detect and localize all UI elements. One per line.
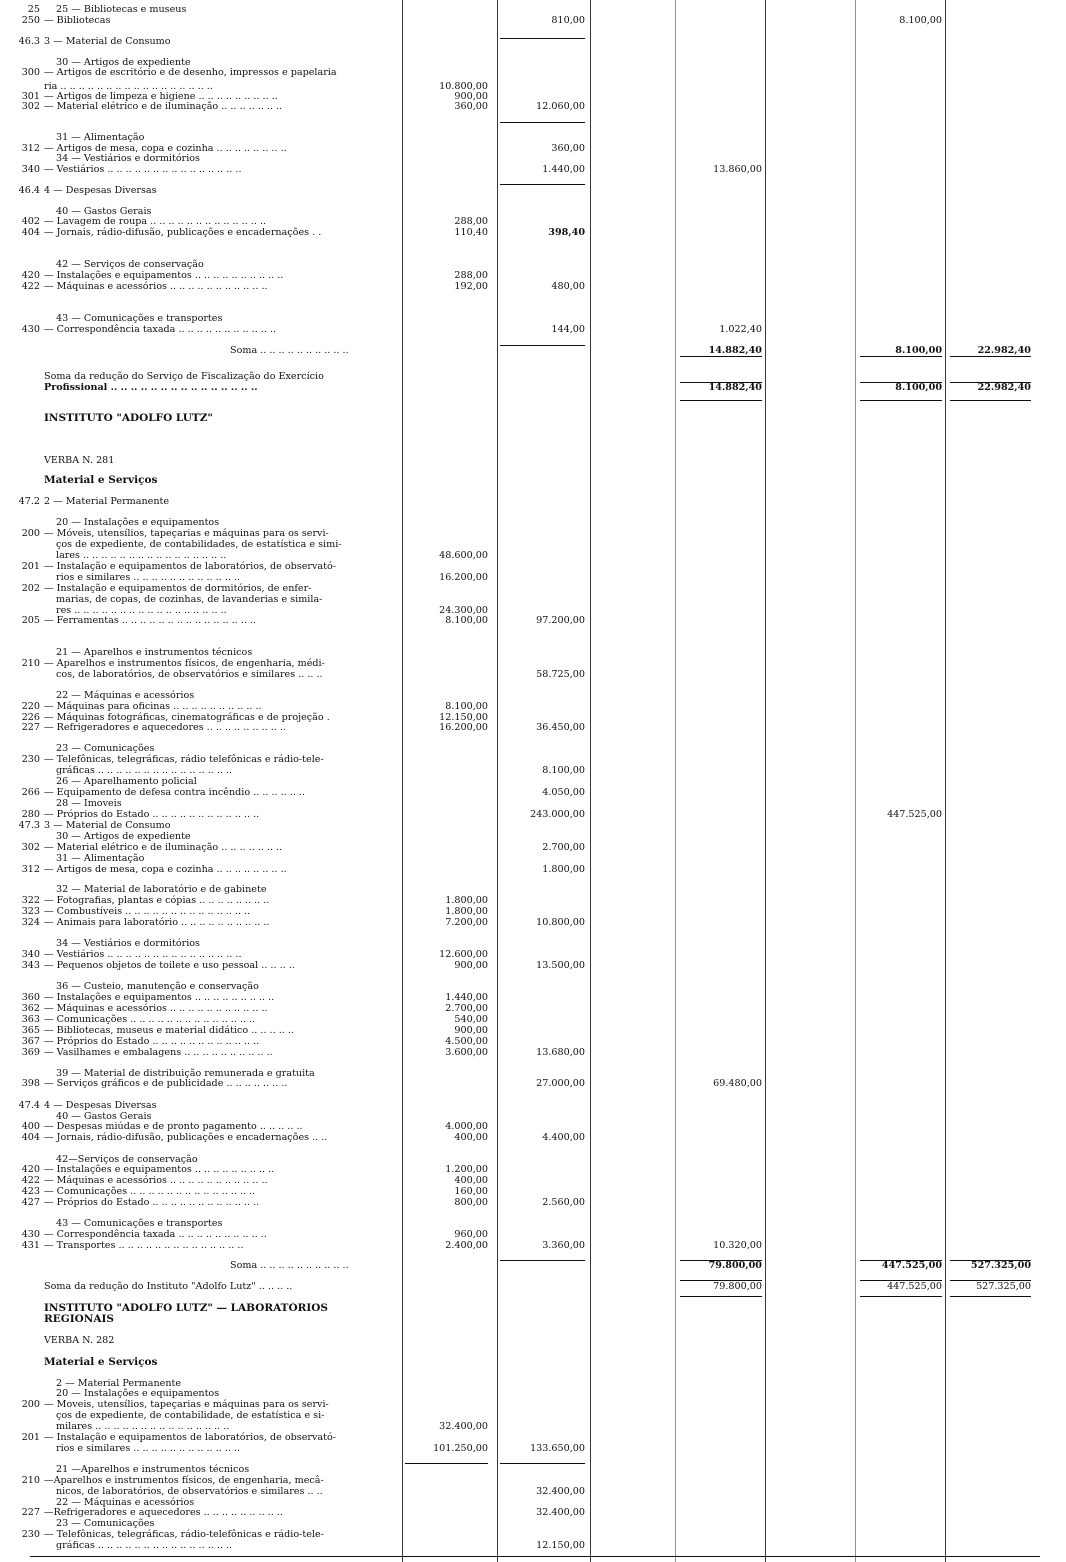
amount-v2: 13.680,00 [536,1047,585,1058]
item-description: 42—Serviços de conservação [56,1154,198,1165]
item-description: — Próprios do Estado .. .. .. .. .. .. .. .. .. .. .. .. [44,1197,260,1208]
total-rule [680,1280,762,1281]
total-rule [860,1280,942,1281]
item-description: 43 — Comunicações e transportes [56,1218,223,1229]
item-code: 46.4 [18,185,40,196]
item-description: rios e similares .. .. .. .. .. .. .. .. .. .. .. .. [56,1443,241,1454]
item-code: 312 [21,864,40,875]
budget-line-row [0,1281,1040,1293]
item-code: 404 [21,1132,40,1143]
item-description: Profissional .. .. .. .. .. .. .. .. .. .. .. .. .. .. .. [44,382,258,393]
item-code: 423 [21,1186,40,1197]
item-description: — Máquinas fotográficas, cinematográficas e de projeção . [44,712,330,723]
item-description: — Artigos de escritório e de desenho, impressos e papelaria [44,67,337,78]
total-rule [860,356,942,357]
amount-v3: 1.022,40 [719,324,762,335]
budget-line-row [0,722,1040,734]
amount-v1: 16.200,00 [439,722,488,733]
item-description: 20 — Instalações e equipamentos [56,1388,220,1399]
total-rule [500,1260,585,1261]
budget-line-row [0,1240,1040,1252]
item-code: 250 [21,15,40,26]
amount-v3: 10.320,00 [713,1240,762,1251]
item-description: res .. .. .. .. .. .. .. .. .. .. .. .. .. .. .. .. .. [56,605,227,616]
amount-v1: 1.800,00 [445,895,488,906]
item-description: INSTITUTO "ADOLFO LUTZ" — LABORATÓRIOS [44,1302,329,1314]
item-description: — Instalações e equipamentos .. .. .. .. .. .. .. .. .. [44,992,275,1003]
item-description: 4 — Despesas Diversas [44,185,157,196]
item-description: Material e Serviços [44,474,158,486]
item-description: — Máquinas e acessórios .. .. .. .. .. .. .. .. .. .. .. [44,281,268,292]
item-code: 430 [21,324,40,335]
item-description: 21 —Aparelhos e instrumentos técnicos [56,1464,250,1475]
item-description: Soma da redução do Serviço de Fiscalização do Exercício [44,371,324,382]
amount-v1: 3.600,00 [445,1047,488,1058]
item-code: 312 [21,143,40,154]
item-description: gráficas .. .. .. .. .. .. .. .. .. .. .. .. .. .. .. [56,1540,233,1551]
item-description: ços de expediente, de contabilidades, de estatística e simi- [56,539,342,550]
item-code: 427 [21,1197,40,1208]
item-description: 42 — Serviços de conservação [56,259,204,270]
amount-v2: 58.725,00 [536,669,585,680]
item-code: 201 [21,1432,40,1443]
item-description: VERBA N. 282 [44,1335,115,1346]
item-code: 210 [21,1475,40,1486]
item-description: 22 — Máquinas e acessórios [56,1497,195,1508]
item-description: 30 — Artigos de expediente [56,831,191,842]
item-code: 46.3 [18,36,40,47]
budget-line-row [0,1335,1040,1347]
amount-v1: 2.400,00 [445,1240,488,1251]
item-description: 36 — Custeio, manutenção e conservação [56,981,259,992]
budget-line-row [0,185,1040,197]
item-code: 47.4 [18,1100,40,1111]
item-description: — Instalações e equipamentos .. .. .. .. .. .. .. .. .. .. [44,270,284,281]
item-code: 362 [21,1003,40,1014]
budget-line-row [0,281,1040,293]
item-description: — Refrigeradores e aquecedores .. .. .. .. .. .. .. .. .. [44,722,286,733]
item-description: REGIONAIS [44,1313,114,1325]
amount-v1: 288,00 [454,270,488,281]
amount-v2: 12.150,00 [536,1540,585,1551]
item-description: — Comunicações .. .. .. .. .. .. .. .. .. .. .. .. .. .. [44,1186,256,1197]
item-description: — Aparelhos e instrumentos físicos, de engenharia, médi- [44,658,325,669]
item-description: VERBA N. 281 [44,455,115,466]
item-code: 422 [21,1175,40,1186]
item-description: — Máquinas e acessórios .. .. .. .. .. .. .. .. .. .. .. [44,1003,268,1014]
item-description: 26 — Aparelhamento policial [56,776,197,787]
budget-line-row [0,1540,1040,1552]
total-rule [680,382,762,383]
amount-v1: 16.200,00 [439,572,488,583]
amount-v1: 900,00 [454,960,488,971]
item-code: 47.2 [18,496,40,507]
item-code: 227 [21,1507,40,1518]
item-code: 266 [21,787,40,798]
budget-line-row [0,917,1040,929]
item-code: 300 [21,67,40,78]
amount-v1: 192,00 [454,281,488,292]
amount-v1: 8.100,00 [445,615,488,626]
budget-line-row [0,15,1040,27]
item-code: 220 [21,701,40,712]
amount-v5: 22.982,40 [977,345,1031,356]
item-description: — Jornais, rádio-difusão, publicações e encadernações . . [44,227,322,238]
item-description: — Artigos de limpeza e higiene .. .. .. .. .. .. .. .. .. [44,91,278,102]
item-description: marias, de copas, de cozinhas, de lavanderias e simila- [56,594,323,605]
item-description: 4 — Despesas Diversas [44,1100,157,1111]
item-description: 34 — Vestiários e dormitórios [56,938,200,949]
amount-v1: 24.300,00 [439,605,488,616]
item-description: —Refrigeradores e aquecedores .. .. .. .. .. .. .. .. .. [44,1507,283,1518]
budget-line-row [0,382,1040,394]
budget-line-row [0,960,1040,972]
amount-v2: 27.000,00 [536,1078,585,1089]
item-description: 28 — Imoveis [56,798,122,809]
item-description: — Telefônicas, telegráficas, rádio-telefônicas e rádio-tele- [44,1529,324,1540]
item-description: — Instalações e equipamentos .. .. .. .. .. .. .. .. .. [44,1164,275,1175]
item-description: — Máquinas para oficinas .. .. .. .. .. .. .. .. .. .. [44,701,262,712]
item-description: — Jornais, rádio-difusão, publicações e encadernações .. .. [44,1132,328,1143]
item-description: 32 — Material de laboratório e de gabinete [56,884,267,895]
amount-v3: 79.800,00 [708,1260,762,1271]
budget-line-row [0,615,1040,627]
item-code: 340 [21,164,40,175]
amount-v1: 12.150,00 [439,712,488,723]
item-code: 47.3 [18,820,40,831]
item-code: 230 [21,1529,40,1540]
amount-v2: 4.400,00 [542,1132,585,1143]
item-description: 22 — Máquinas e acessórios [56,690,195,701]
amount-v2: 4.050,00 [542,787,585,798]
item-description: 40 — Gastos Gerais [56,206,152,217]
amount-v5: 527.325,00 [970,1260,1031,1271]
section-heading-row [0,474,1040,486]
item-description: — Instalação e equipamentos de laboratórios, de observató- [44,1432,336,1443]
item-description: — Fotografias, plantas e cópias .. .. .. .. .. .. .. .. [44,895,270,906]
item-code: 400 [21,1121,40,1132]
amount-v3: 79.800,00 [713,1281,762,1292]
total-rule [680,1260,762,1261]
item-code: 25 [27,4,40,15]
item-description: —Aparelhos e instrumentos físicos, de engenharia, mecâ- [44,1475,324,1486]
amount-v1: 288,00 [454,216,488,227]
item-description: — Próprios do Estado .. .. .. .. .. .. .. .. .. .. .. .. [44,1036,260,1047]
total-rule [860,1296,942,1297]
budget-line-row [0,1078,1040,1090]
item-description: — Móveis, utensílios, tapeçarias e máquinas para os servi- [44,528,329,539]
amount-v4: 447.525,00 [887,809,942,820]
item-description: ria .. .. .. .. .. .. .. .. .. .. .. .. .. .. .. .. .. [44,81,213,92]
item-description: — Telefônicas, telegráficas, rádio telefônicas e rádio-tele- [44,754,324,765]
amount-v2: 480,00 [551,281,585,292]
item-description: — Animais para laboratório .. .. .. .. .. .. .. .. .. .. [44,917,270,928]
item-code: 323 [21,906,40,917]
item-code: 227 [21,722,40,733]
item-code: 301 [21,91,40,102]
amount-v5: 22.982,40 [977,382,1031,393]
amount-v2: 360,00 [551,143,585,154]
item-description: — Vestiários .. .. .. .. .. .. .. .. .. .. .. .. .. .. .. [44,164,242,175]
total-rule [500,1463,585,1464]
total-rule [30,1556,1040,1557]
item-description: 31 — Alimentação [56,132,145,143]
total-rule [950,356,1031,357]
item-description: — Artigos de mesa, copa e cozinha .. .. .. .. .. .. .. .. [44,864,287,875]
total-rule [950,1280,1031,1281]
budget-line-row [0,67,1040,79]
item-description: 25 — Bibliotecas e museus [56,4,187,15]
item-description: lares .. .. .. .. .. .. .. .. .. .. .. .. .. .. .. .. [56,550,227,561]
item-description: 21 — Aparelhos e instrumentos técnicos [56,647,253,658]
item-description: — Comunicações .. .. .. .. .. .. .. .. .. .. .. .. .. .. [44,1014,256,1025]
item-code: 200 [21,528,40,539]
total-rule [500,38,585,39]
budget-line-row [0,324,1040,336]
item-description: milares .. .. .. .. .. .. .. .. .. .. .. .. .. .. .. [56,1421,230,1432]
budget-line-row [0,1132,1040,1144]
item-code: 280 [21,809,40,820]
item-code: 226 [21,712,40,723]
amount-v1: 110,40 [454,227,488,238]
item-description: 23 — Comunicações [56,743,155,754]
total-rule [500,184,585,185]
budget-line-row [0,669,1040,681]
item-description: 40 — Gastos Gerais [56,1111,152,1122]
amount-v3: 14.882,40 [708,382,762,393]
budget-line-row [0,496,1040,508]
item-description: — Vestiários .. .. .. .. .. .. .. .. .. .. .. .. .. .. .. [44,949,242,960]
item-code: 230 [21,754,40,765]
item-code: 360 [21,992,40,1003]
item-description: Soma .. .. .. .. .. .. .. .. .. .. [230,345,349,356]
amount-v1: 960,00 [454,1229,488,1240]
item-code: 302 [21,101,40,112]
total-rule [950,382,1031,383]
item-code: 431 [21,1240,40,1251]
item-code: 430 [21,1229,40,1240]
item-description: — Material elétrico e de iluminação .. .. .. .. .. .. .. [44,101,283,112]
budget-line-row [0,1443,1040,1455]
item-description: — Pequenos objetos de toilete e uso pessoal .. .. .. .. [44,960,295,971]
item-description: — Artigos de mesa, copa e cozinha .. .. .. .. .. .. .. .. [44,143,287,154]
amount-v2: 8.100,00 [542,765,585,776]
item-description: — Instalação e equipamentos de laboratórios, de observató- [44,561,336,572]
item-description: — Lavagem de roupa .. .. .. .. .. .. .. .. .. .. .. .. .. [44,216,267,227]
amount-v4: 8.100,00 [895,382,942,393]
item-code: 398 [21,1078,40,1089]
amount-v1: 160,00 [454,1186,488,1197]
item-description: 3 — Material de Consumo [44,36,171,47]
item-code: 340 [21,949,40,960]
item-code: 365 [21,1025,40,1036]
budget-line-row [0,101,1040,113]
item-description: — Correspondência taxada .. .. .. .. .. .. .. .. .. .. .. [44,324,277,335]
item-description: — Moveis, utensílios, tapeçarias e máquinas para os servi- [44,1399,329,1410]
budget-line-row [0,164,1040,176]
item-code: 302 [21,842,40,853]
item-description: — Bibliotecas, museus e material didático .. .. .. .. .. [44,1025,294,1036]
total-rule [950,400,1031,401]
section-heading-row [0,1356,1040,1368]
budget-line-row [0,1260,1040,1272]
amount-v2: 1.800,00 [542,864,585,875]
total-rule [680,356,762,357]
item-description: Soma .. .. .. .. .. .. .. .. .. .. [230,1260,349,1271]
amount-v4: 8.100,00 [899,15,942,26]
amount-v2: 3.360,00 [542,1240,585,1251]
amount-v1: 1.800,00 [445,906,488,917]
item-description: — Ferramentas .. .. .. .. .. .. .. .. .. .. .. .. .. .. .. [44,615,257,626]
item-description: 23 — Comunicações [56,1518,155,1529]
amount-v2: 36.450,00 [536,722,585,733]
item-code: 363 [21,1014,40,1025]
item-description: — Material elétrico e de iluminação .. .. .. .. .. .. .. [44,842,283,853]
section-heading-row [0,1313,1040,1325]
amount-v1: 2.700,00 [445,1003,488,1014]
item-description: — Equipamento de defesa contra incêndio .. .. .. .. .. .. [44,787,306,798]
item-code: 343 [21,960,40,971]
total-rule [950,1296,1031,1297]
item-description: — Bibliotecas [44,15,111,26]
item-code: 422 [21,281,40,292]
amount-v5: 527.325,00 [976,1281,1031,1292]
total-rule [950,1260,1031,1261]
amount-v2: 243.000,00 [530,809,585,820]
amount-v4: 447.525,00 [887,1281,942,1292]
item-description: nicos, de laboratórios, de observatórios e similares .. .. [56,1486,323,1497]
amount-v1: 8.100,00 [445,701,488,712]
amount-v2: 10.800,00 [536,917,585,928]
item-description: — Instalação e equipamentos de dormitórios, de enfer- [44,583,312,594]
total-rule [405,1463,488,1464]
item-description: 31 — Alimentação [56,853,145,864]
amount-v2: 97.200,00 [536,615,585,626]
amount-v2: 144,00 [551,324,585,335]
amount-v3: 14.882,40 [708,345,762,356]
amount-v1: 400,00 [454,1175,488,1186]
item-code: 402 [21,216,40,227]
item-description: 2 — Material Permanente [56,1378,182,1389]
item-code: 202 [21,583,40,594]
amount-v1: 1.440,00 [445,992,488,1003]
item-code: 324 [21,917,40,928]
item-description: cos, de laboratórios, de observatórios e similares .. .. .. [56,669,323,680]
amount-v1: 48.600,00 [439,550,488,561]
item-code: 322 [21,895,40,906]
total-rule [680,400,762,401]
amount-v1: 4.000,00 [445,1121,488,1132]
item-description: gráficas .. .. .. .. .. .. .. .. .. .. .. .. .. .. .. [56,765,233,776]
amount-v1: 7.200,00 [445,917,488,928]
item-description: 20 — Instalações e equipamentos [56,517,220,528]
amount-v1: 900,00 [454,1025,488,1036]
amount-v1: 10.800,00 [439,81,488,92]
item-code: 420 [21,1164,40,1175]
item-code: 205 [21,615,40,626]
total-rule [680,1296,762,1297]
amount-v1: 101.250,00 [433,1443,488,1454]
item-description: Material e Serviços [44,1356,158,1368]
amount-v4: 447.525,00 [881,1260,942,1271]
item-description: 34 — Vestiários e dormitórios [56,153,200,164]
item-description: — Máquinas e acessórios .. .. .. .. .. .. .. .. .. .. .. [44,1175,268,1186]
item-code: 367 [21,1036,40,1047]
item-code: 201 [21,561,40,572]
amount-v1: 400,00 [454,1132,488,1143]
amount-v2: 32.400,00 [536,1507,585,1518]
item-code: 210 [21,658,40,669]
item-description: — Vasilhames e embalagens .. .. .. .. .. .. .. .. .. .. [44,1047,273,1058]
amount-v1: 32.400,00 [439,1421,488,1432]
amount-v3: 69.480,00 [713,1078,762,1089]
total-rule [500,345,585,346]
budget-line-row [0,864,1040,876]
item-description: — Despesas miúdas e de pronto pagamento .. .. .. .. .. [44,1121,303,1132]
item-description: Soma da redução do Instituto "Adolfo Lutz" .. .. .. .. [44,1281,293,1292]
item-code: 200 [21,1399,40,1410]
item-description: INSTITUTO "ADOLFO LUTZ" [44,412,213,424]
item-description: — Correspondência taxada .. .. .. .. .. .. .. .. .. .. [44,1229,267,1240]
amount-v3: 13.860,00 [713,164,762,175]
amount-v2: 2.560,00 [542,1197,585,1208]
item-description: — Transportes .. .. .. .. .. .. .. .. .. .. .. .. .. .. [44,1240,244,1251]
amount-v2: 810,00 [551,15,585,26]
amount-v4: 8.100,00 [895,345,942,356]
amount-v2: 32.400,00 [536,1486,585,1497]
item-code: 420 [21,270,40,281]
item-description: — Serviços gráficos e de publicidade .. .. .. .. .. .. .. [44,1078,288,1089]
amount-v2: 12.060,00 [536,101,585,112]
total-rule [500,122,585,123]
amount-v1: 540,00 [454,1014,488,1025]
amount-v2: 13.500,00 [536,960,585,971]
item-code: 404 [21,227,40,238]
amount-v2: 133.650,00 [530,1443,585,1454]
amount-v1: 900,00 [454,91,488,102]
amount-v1: 360,00 [454,101,488,112]
budget-line-row [0,1047,1040,1059]
item-code: 369 [21,1047,40,1058]
item-description: 2 — Material Permanente [44,496,170,507]
item-description: ços de expediente, de contabilidade, de estatística e si- [56,1410,325,1421]
amount-v1: 800,00 [454,1197,488,1208]
item-description: 3 — Material de Consumo [44,820,171,831]
total-rule [860,400,942,401]
amount-v2: 1.440,00 [542,164,585,175]
item-description: 30 — Artigos de expediente [56,57,191,68]
budget-line-row [0,455,1040,467]
item-description: 43 — Comunicações e transportes [56,313,223,324]
item-description: 39 — Material de distribuição remunerada e gratuita [56,1068,315,1079]
budget-line-row [0,1197,1040,1209]
budget-line-row [0,227,1040,239]
total-rule [860,382,942,383]
item-description: — Próprios do Estado .. .. .. .. .. .. .. .. .. .. .. .. [44,809,260,820]
total-rule [860,1260,942,1261]
item-description: rios e similares .. .. .. .. .. .. .. .. .. .. .. .. [56,572,241,583]
section-heading-row [0,412,1040,424]
amount-v1: 1.200,00 [445,1164,488,1175]
amount-v1: 4.500,00 [445,1036,488,1047]
item-description: — Combustíveis .. .. .. .. .. .. .. .. .. .. .. .. .. .. [44,906,251,917]
amount-v1: 12.600,00 [439,949,488,960]
amount-v2: 398,40 [548,227,585,238]
amount-v2: 2.700,00 [542,842,585,853]
